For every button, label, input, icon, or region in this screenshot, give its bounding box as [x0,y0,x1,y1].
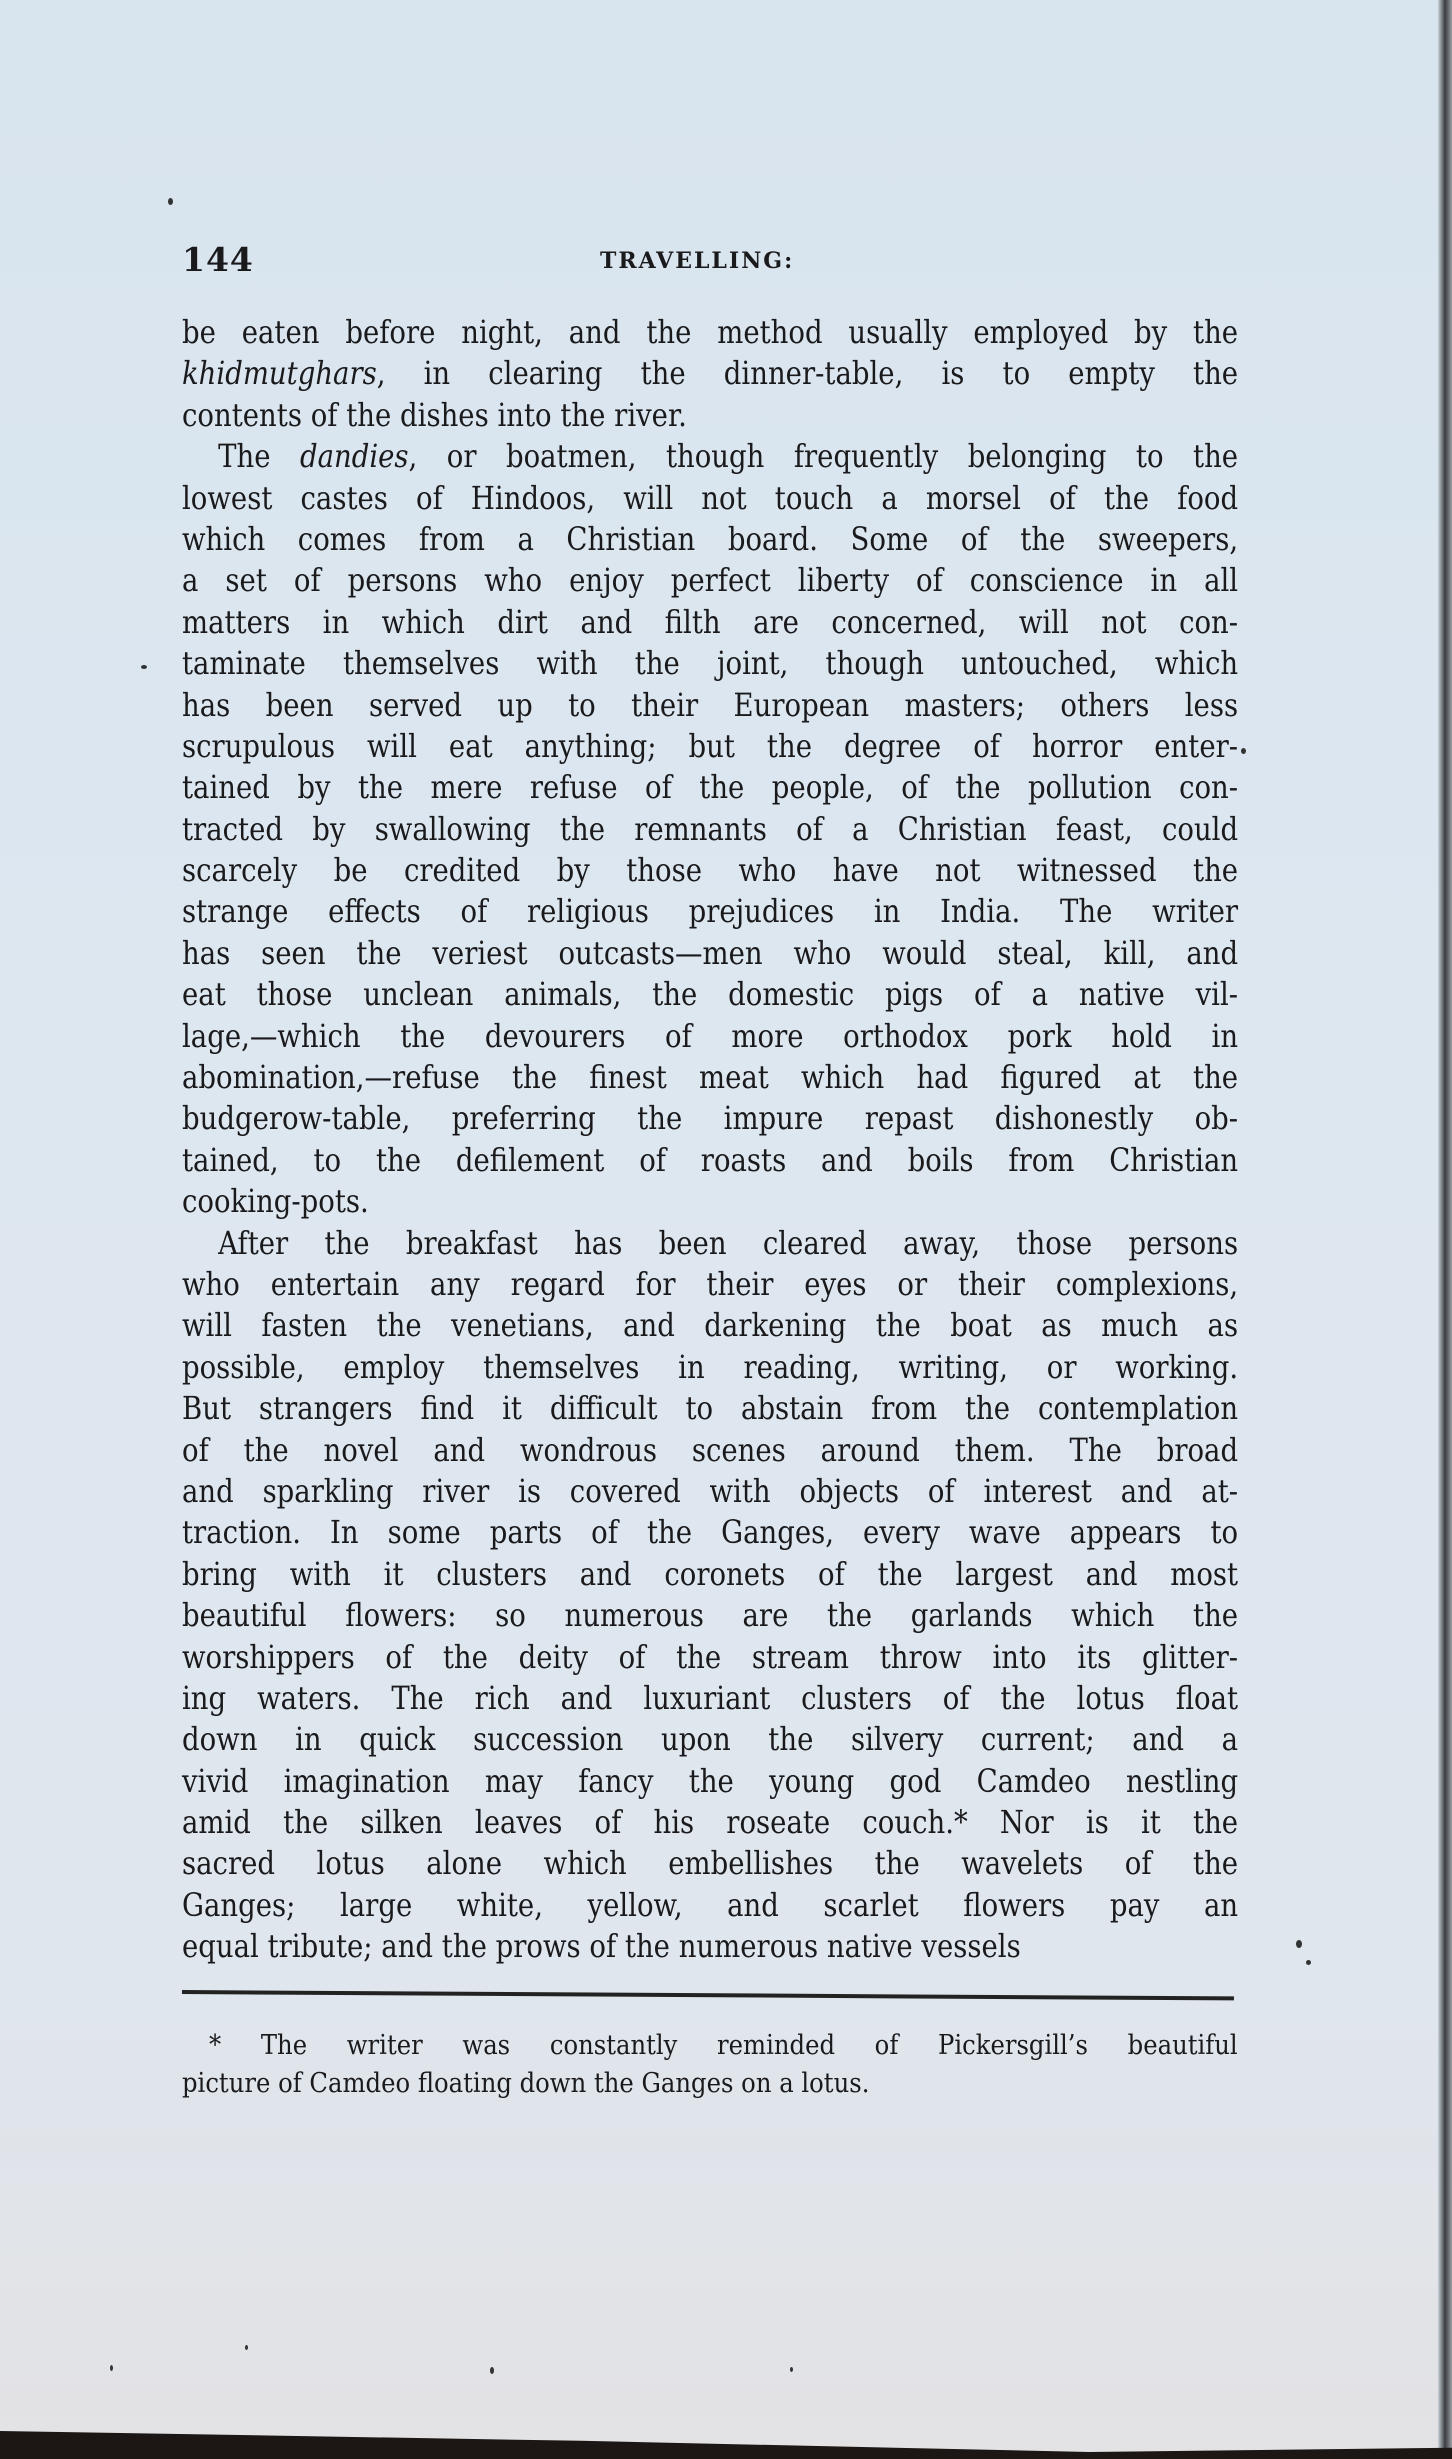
text-line: equal tribute; and the prows of the numerous native vessels [182,1927,1021,1966]
text-line: tracted by swallowing the remnants of a Christian feast, could [182,809,1239,848]
text-line: scrupulous will eat anything; but the degree of horror enter- [182,726,1239,765]
text-line: beautiful flowers: so numerous are the garlands which the [182,1596,1239,1635]
text-line: ing waters. The rich and luxuriant clusters of the lotus float [182,1678,1239,1717]
text-line: abomination,—refuse the finest meat which had figured at the [182,1058,1239,1097]
text-run: , in clearing the dinner-table, is to empty the [376,354,1239,393]
footnote-line: picture of Camdeo floating down the Ganges on a lotus. [182,2068,870,2099]
paper-speck [245,2345,248,2350]
text-line: Ganges; large white, yellow, and scarlet flowers pay an [182,1885,1239,1924]
text-line: traction. In some parts of the Ganges, every wave appears to [182,1513,1239,1552]
body-text [182,312,1239,1968]
text-run: , or boatmen, though frequently belonging to the [408,437,1239,476]
footnote-rule [182,1990,1234,2000]
text-line: taminate themselves with the joint, though untouched, which [182,644,1239,683]
text-line: of the novel and wondrous scenes around them. The broad [182,1430,1239,1469]
running-title: TRAVELLING: [600,248,795,274]
text-line: lowest castes of Hindoos, will not touch a morsel of the food [182,478,1239,517]
text-line: tained by the mere refuse of the people, of the pollution con- [182,768,1239,807]
italic-term: khidmutghars [182,354,377,393]
text-line [182,353,1238,394]
page-bottom-shadow [0,2431,1452,2459]
text-run: The [218,437,300,476]
text-line: strange effects of religious prejudices in India. The writer [182,892,1239,931]
text-line: budgerow-table, preferring the impure repast dishonestly ob- [182,1099,1239,1138]
text-line: down in quick succession upon the silvery current; and a [182,1720,1239,1759]
paper-speck [1296,1940,1302,1948]
text-line: sacred lotus alone which embellishes the wavelets of the [182,1844,1239,1883]
page-number: 144 [182,240,254,279]
paper-speck [490,2367,494,2374]
paper-speck [141,665,147,669]
paper-speck [1306,1960,1311,1965]
text-line: has seen the veriest outcasts—men who would steal, kill, and [182,933,1239,972]
text-line: After the breakfast has been cleared away, those persons [218,1223,1239,1262]
text-line: amid the silken leaves of his roseate couch.* Nor is it the [182,1803,1239,1842]
text-line: be eaten before night, and the method usually employed by the [182,313,1239,351]
paper-speck [168,198,173,205]
paper-speck [1241,748,1246,754]
text-line: worshippers of the deity of the stream throw into its glitter- [182,1637,1239,1676]
text-line: scarcely be credited by those who have not witnessed the [182,851,1239,890]
text-line: possible, employ themselves in reading, writing, or working. [182,1347,1239,1386]
text-line: who entertain any regard for their eyes or their complexions, [182,1264,1239,1303]
footnote [182,2027,1238,2103]
page-binding-edge [1438,0,1452,2459]
paper-speck [790,2367,793,2372]
italic-term: dandies [299,437,409,476]
footnote-line: * The writer was constantly reminded of Pickersgill’s beautiful [209,2030,1238,2061]
text-line: But strangers find it difficult to abstain from the contemplation [182,1389,1239,1428]
text-line: will fasten the venetians, and darkening the boat as much as [182,1306,1239,1345]
text-line: lage,—which the devourers of more orthodox pork hold in [182,1016,1239,1055]
running-head [182,240,1238,280]
text-line [182,436,1238,477]
paper-speck [110,2365,113,2371]
text-line: contents of the dishes into the river. [182,395,687,434]
text-line: eat those unclean animals, the domestic pigs of a native vil- [182,975,1239,1014]
text-line: which comes from a Christian board. Some of the sweepers, [182,519,1239,558]
text-line: tained, to the defilement of roasts and boils from Christian [182,1140,1239,1179]
text-line: cooking-pots. [182,1182,369,1221]
text-line: matters in which dirt and filth are concerned, will not con- [182,602,1239,641]
text-line: and sparkling river is covered with objects of interest and at- [182,1471,1239,1510]
text-line: a set of persons who enjoy perfect liberty of conscience in all [182,561,1239,600]
text-line: bring with it clusters and coronets of the largest and most [182,1554,1239,1593]
text-line: has been served up to their European masters; others less [182,685,1239,724]
text-line: vivid imagination may fancy the young god Camdeo nestling [182,1761,1239,1800]
